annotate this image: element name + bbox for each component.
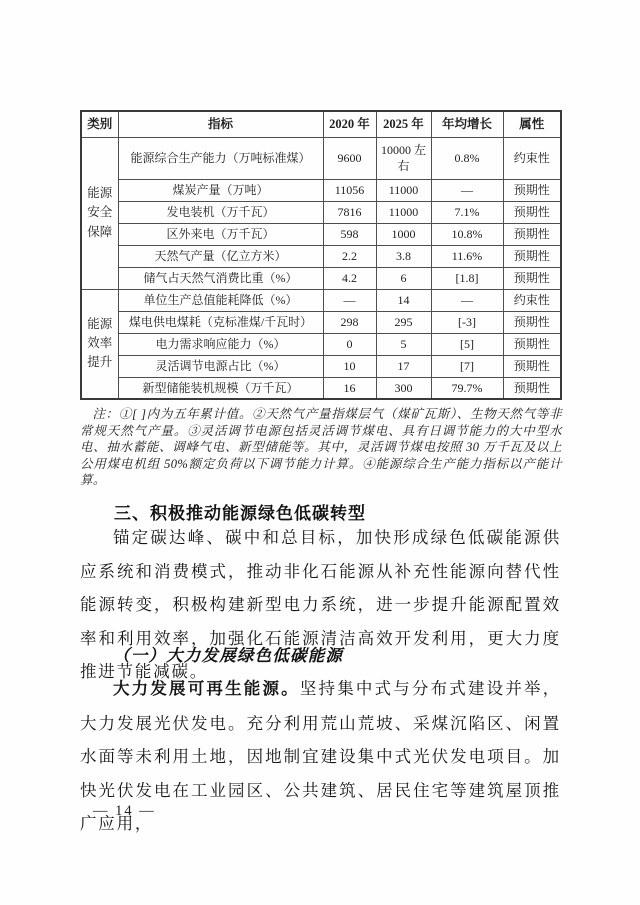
col-header-attribute: 属性 xyxy=(503,111,561,137)
value-2020-cell: 9600 xyxy=(323,137,376,179)
col-header-2025: 2025 年 xyxy=(376,111,431,137)
growth-cell: 0.8% xyxy=(431,137,503,179)
attribute-cell: 预期性 xyxy=(503,245,561,267)
growth-cell: — xyxy=(431,179,503,201)
value-2025-cell: 300 xyxy=(376,377,431,399)
col-header-growth: 年均增长 xyxy=(431,111,503,137)
table-row xyxy=(81,223,561,245)
value-2020-cell: 298 xyxy=(323,311,376,333)
value-2020-cell: 10 xyxy=(323,355,376,377)
growth-cell: 79.7% xyxy=(431,377,503,399)
group-cell-energy-security: 能源安全保障 xyxy=(81,137,118,289)
attribute-cell: 预期性 xyxy=(503,311,561,333)
indicator-cell: 区外来电（万千瓦） xyxy=(118,223,323,245)
growth-cell: [1.8] xyxy=(431,267,503,289)
attribute-cell: 约束性 xyxy=(503,289,561,311)
group-cell-energy-efficiency: 能源效率提升 xyxy=(81,289,118,399)
indicator-cell: 天然气产量（亿立方米） xyxy=(118,245,323,267)
col-header-category: 类别 xyxy=(81,111,118,137)
growth-cell: 11.6% xyxy=(431,245,503,267)
value-2025-cell: 11000 xyxy=(376,179,431,201)
table-row xyxy=(81,311,561,333)
paragraph-lead-bold: 大力发展可再生能源。 xyxy=(113,680,300,698)
col-header-2020: 2020 年 xyxy=(323,111,376,137)
indicator-cell: 煤电供电煤耗（克标准煤/千瓦时） xyxy=(118,311,323,333)
attribute-cell: 约束性 xyxy=(503,137,561,179)
attribute-cell: 预期性 xyxy=(503,201,561,223)
growth-cell: [7] xyxy=(431,355,503,377)
value-2020-cell: 598 xyxy=(323,223,376,245)
section-heading: 三、积极推动能源绿色低碳转型 xyxy=(114,504,366,523)
table-row xyxy=(81,377,561,399)
indicator-cell: 储气占天然气消费比重（%） xyxy=(118,267,323,289)
table-row xyxy=(81,201,561,223)
energy-targets-table xyxy=(80,110,562,400)
attribute-cell: 预期性 xyxy=(503,333,561,355)
value-2020-cell: 16 xyxy=(323,377,376,399)
value-2025-cell: 11000 xyxy=(376,201,431,223)
value-2025-cell: 5 xyxy=(376,333,431,355)
value-2025-cell: 10000 左右 xyxy=(376,137,431,179)
growth-cell: [-3] xyxy=(431,311,503,333)
attribute-cell: 预期性 xyxy=(503,267,561,289)
table-row xyxy=(81,245,561,267)
value-2025-cell: 14 xyxy=(376,289,431,311)
table-row xyxy=(81,355,561,377)
attribute-cell: 预期性 xyxy=(503,355,561,377)
growth-cell: 7.1% xyxy=(431,201,503,223)
value-2020-cell: 2.2 xyxy=(323,245,376,267)
attribute-cell: 预期性 xyxy=(503,223,561,245)
value-2025-cell: 3.8 xyxy=(376,245,431,267)
value-2020-cell: 7816 xyxy=(323,201,376,223)
value-2025-cell: 295 xyxy=(376,311,431,333)
value-2020-cell: — xyxy=(323,289,376,311)
growth-cell: [5] xyxy=(431,333,503,355)
table-row xyxy=(81,289,561,311)
indicator-cell: 发电装机（万千瓦） xyxy=(118,201,323,223)
indicator-cell: 电力需求响应能力（%） xyxy=(118,333,323,355)
growth-cell: 10.8% xyxy=(431,223,503,245)
col-header-indicator: 指标 xyxy=(118,111,323,137)
value-2020-cell: 11056 xyxy=(323,179,376,201)
value-2025-cell: 17 xyxy=(376,355,431,377)
value-2020-cell: 4.2 xyxy=(323,267,376,289)
table-row xyxy=(81,179,561,201)
value-2025-cell: 1000 xyxy=(376,223,431,245)
paragraph-body-text: 坚持集中式与分布式建设并举，大力发展光伏发电。充分利用荒山荒坡、采煤沉陷区、闲置水面等未利用土地，因地制宜建设集中式光伏发电项目。加快光伏发电在工业园区、公共建筑、居民住宅等建筑屋顶推广应用， xyxy=(80,679,562,833)
value-2025-cell: 6 xyxy=(376,267,431,289)
indicator-cell: 新型储能装机规模（万千瓦） xyxy=(118,377,323,399)
growth-cell: — xyxy=(431,289,503,311)
section-paragraph: 锚定碳达峰、碳中和总目标，加快形成绿色低碳能源供应系统和消费模式，推动非化石能源从补充性能源向替代性能源转变，积极构建新型电力系统，进一步提升能源配置效率和利用效率，加强化石能源清洁高效开发利用，更大力度推进节能减碳。 xyxy=(80,528,561,681)
table-row xyxy=(81,137,561,179)
table-footnote: 注：①[ ]内为五年累计值。②天然气产量指煤层气（煤矿瓦斯）、生物天然气等非常规天然气产量。③灵活调节电源包括灵活调节煤电、具有日调节能力的大中型水电、抽水蓄能、调峰气电、新型储能等。其中，灵活调节煤电按照 30 万千瓦及以上公用煤电机组 50%额定负荷以下调节能力计算。④能源综合生产能力指标以产能计算。 xyxy=(80,407,562,488)
subsection-heading: （一）大力发展绿色低碳能源 xyxy=(113,646,344,665)
attribute-cell: 预期性 xyxy=(503,179,561,201)
table-row xyxy=(81,333,561,355)
page-number: — 14 — xyxy=(93,803,156,819)
indicator-cell: 灵活调节电源占比（%） xyxy=(118,355,323,377)
indicator-cell: 单位生产总值能耗降低（%） xyxy=(118,289,323,311)
table-row xyxy=(81,267,561,289)
indicator-cell: 煤炭产量（万吨） xyxy=(118,179,323,201)
attribute-cell: 预期性 xyxy=(503,377,561,399)
table-header-row xyxy=(81,111,561,137)
indicator-cell: 能源综合生产能力（万吨标准煤） xyxy=(118,137,323,179)
value-2020-cell: 0 xyxy=(323,333,376,355)
